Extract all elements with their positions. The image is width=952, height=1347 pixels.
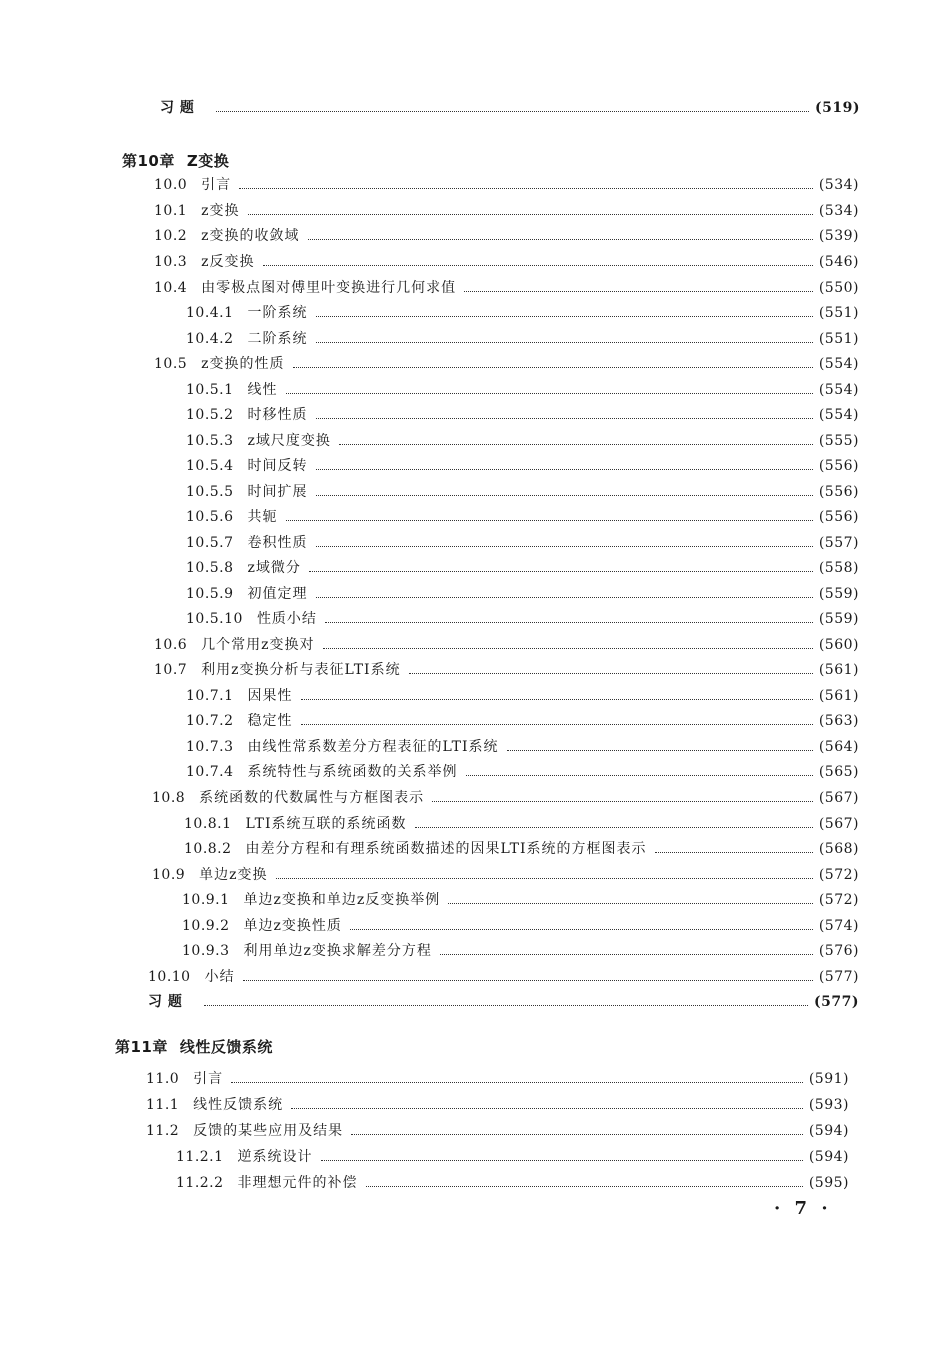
toc-entry-exercises-ch9 <box>160 99 860 117</box>
toc-entry: 10.5.2 时移性质 (554) <box>186 407 859 423</box>
toc-entry: 10.7.2 稳定性 (563) <box>186 713 859 729</box>
toc-entry: 10.4.2 二阶系统 (551) <box>186 331 859 347</box>
dot-leader <box>316 418 813 419</box>
dot-leader <box>308 239 813 240</box>
dot-leader <box>276 878 813 879</box>
dot-leader <box>309 571 813 572</box>
dot-leader <box>464 291 813 292</box>
dot-leader <box>409 673 813 674</box>
dot-leader <box>316 469 813 470</box>
dot-leader <box>204 1005 808 1006</box>
dot-leader <box>432 801 813 802</box>
toc-entry: 11.0 引言 (591) <box>146 1071 849 1087</box>
toc-entry: 10.8 系统函数的代数属性与方框图表示 (567) <box>152 790 859 806</box>
toc-entry: 10.7.1 因果性 (561) <box>186 688 859 704</box>
dot-leader <box>351 1134 803 1135</box>
dot-leader <box>507 750 813 751</box>
toc-entry: 11.1 线性反馈系统 (593) <box>146 1097 849 1113</box>
dot-leader <box>321 1160 803 1161</box>
toc-entry: 10.7 利用z变换分析与表征LTI系统 (561) <box>154 662 859 678</box>
dot-leader <box>339 444 813 445</box>
dot-leader <box>440 954 813 955</box>
dot-leader <box>366 1186 803 1187</box>
toc-entry: 10.8.1 LTI系统互联的系统函数 (567) <box>184 816 859 832</box>
toc-entry: 10.5.6 共轭 (556) <box>186 509 859 525</box>
toc-entry-page: (519) <box>815 100 860 116</box>
dot-leader <box>231 1082 803 1083</box>
dot-leader <box>263 265 813 266</box>
toc-entry: 10.4.1 一阶系统 (551) <box>186 305 859 321</box>
toc-entry: 11.2.2 非理想元件的补偿 (595) <box>176 1175 849 1191</box>
dot-leader <box>316 495 813 496</box>
dot-leader <box>286 520 813 521</box>
toc-entry: 10.5.9 初值定理 (559) <box>186 586 859 602</box>
toc-entry: 10.5 z变换的性质 (554) <box>154 356 859 372</box>
toc-entry-number: 习 题 <box>160 100 195 116</box>
toc-entry: 11.2 反馈的某些应用及结果 (594) <box>146 1123 849 1139</box>
toc-entry: 10.9.1 单边z变换和单边z反变换举例 (572) <box>182 892 859 908</box>
dot-leader <box>448 903 813 904</box>
toc-entry: 10.4 由零极点图对傅里叶变换进行几何求值 (550) <box>154 280 859 296</box>
toc-entry: 10.5.4 时间反转 (556) <box>186 458 859 474</box>
toc-entry: 10.8.2 由差分方程和有理系统函数描述的因果LTI系统的方框图表示 (568) <box>184 841 859 857</box>
dot-leader <box>415 827 813 828</box>
toc-entry: 10.7.3 由线性常系数差分方程表征的LTI系统 (564) <box>186 739 859 755</box>
dot-leader <box>248 214 813 215</box>
chapter-10-heading <box>122 150 229 171</box>
toc-entry: 10.5.10 性质小结 (559) <box>186 611 859 627</box>
dot-leader <box>301 724 813 725</box>
toc-entry: 10.9.3 利用单边z变换求解差分方程 (576) <box>182 943 859 959</box>
toc-entry: 10.3 z反变换 (546) <box>154 254 859 270</box>
dot-leader <box>316 546 813 547</box>
toc-entry: 10.5.1 线性 (554) <box>186 382 859 398</box>
chapter-label: 第10章 <box>122 152 175 170</box>
page-number: · 7 · <box>774 1198 832 1219</box>
toc-entry: 10.5.7 卷积性质 (557) <box>186 535 859 551</box>
toc-entry-exercises-ch10: 习 题 (577) <box>148 994 859 1010</box>
toc-entry: 10.2 z变换的收敛域 (539) <box>154 228 859 244</box>
dot-leader <box>325 622 813 623</box>
toc-entry: 11.2.1 逆系统设计 (594) <box>176 1149 849 1165</box>
dot-leader <box>466 775 813 776</box>
dot-leader <box>291 1108 803 1109</box>
toc-entry: 10.5.5 时间扩展 (556) <box>186 484 859 500</box>
chapter-label: 第11章 <box>115 1038 168 1056</box>
dot-leader <box>286 393 813 394</box>
dot-leader <box>293 367 813 368</box>
dot-leader <box>316 342 813 343</box>
toc-entry: 10.5.8 z域微分 (558) <box>186 560 859 576</box>
toc-entry: 10.6 几个常用z变换对 (560) <box>154 637 859 653</box>
toc-entry: 10.9 单边z变换 (572) <box>152 867 859 883</box>
toc-entry: 10.0 引言 (534) <box>154 177 859 193</box>
chapter-11-heading <box>115 1036 273 1057</box>
toc-entry: 10.9.2 单边z变换性质 (574) <box>182 918 859 934</box>
dot-leader <box>350 929 813 930</box>
dot-leader <box>316 316 813 317</box>
toc-entry: 10.1 z变换 (534) <box>154 203 859 219</box>
chapter-title: Z变换 <box>186 152 230 170</box>
toc-entry: 10.7.4 系统特性与系统函数的关系举例 (565) <box>186 764 859 780</box>
toc-entry: 10.10 小结 (577) <box>148 969 859 985</box>
dot-leader <box>301 699 813 700</box>
dot-leader <box>323 648 813 649</box>
toc-entry: 10.5.3 z域尺度变换 (555) <box>186 433 859 449</box>
dot-leader <box>243 980 813 981</box>
dot-leader <box>216 111 809 112</box>
dot-leader <box>239 188 813 189</box>
chapter-title: 线性反馈系统 <box>179 1038 273 1056</box>
dot-leader <box>316 597 813 598</box>
dot-leader <box>655 852 813 853</box>
